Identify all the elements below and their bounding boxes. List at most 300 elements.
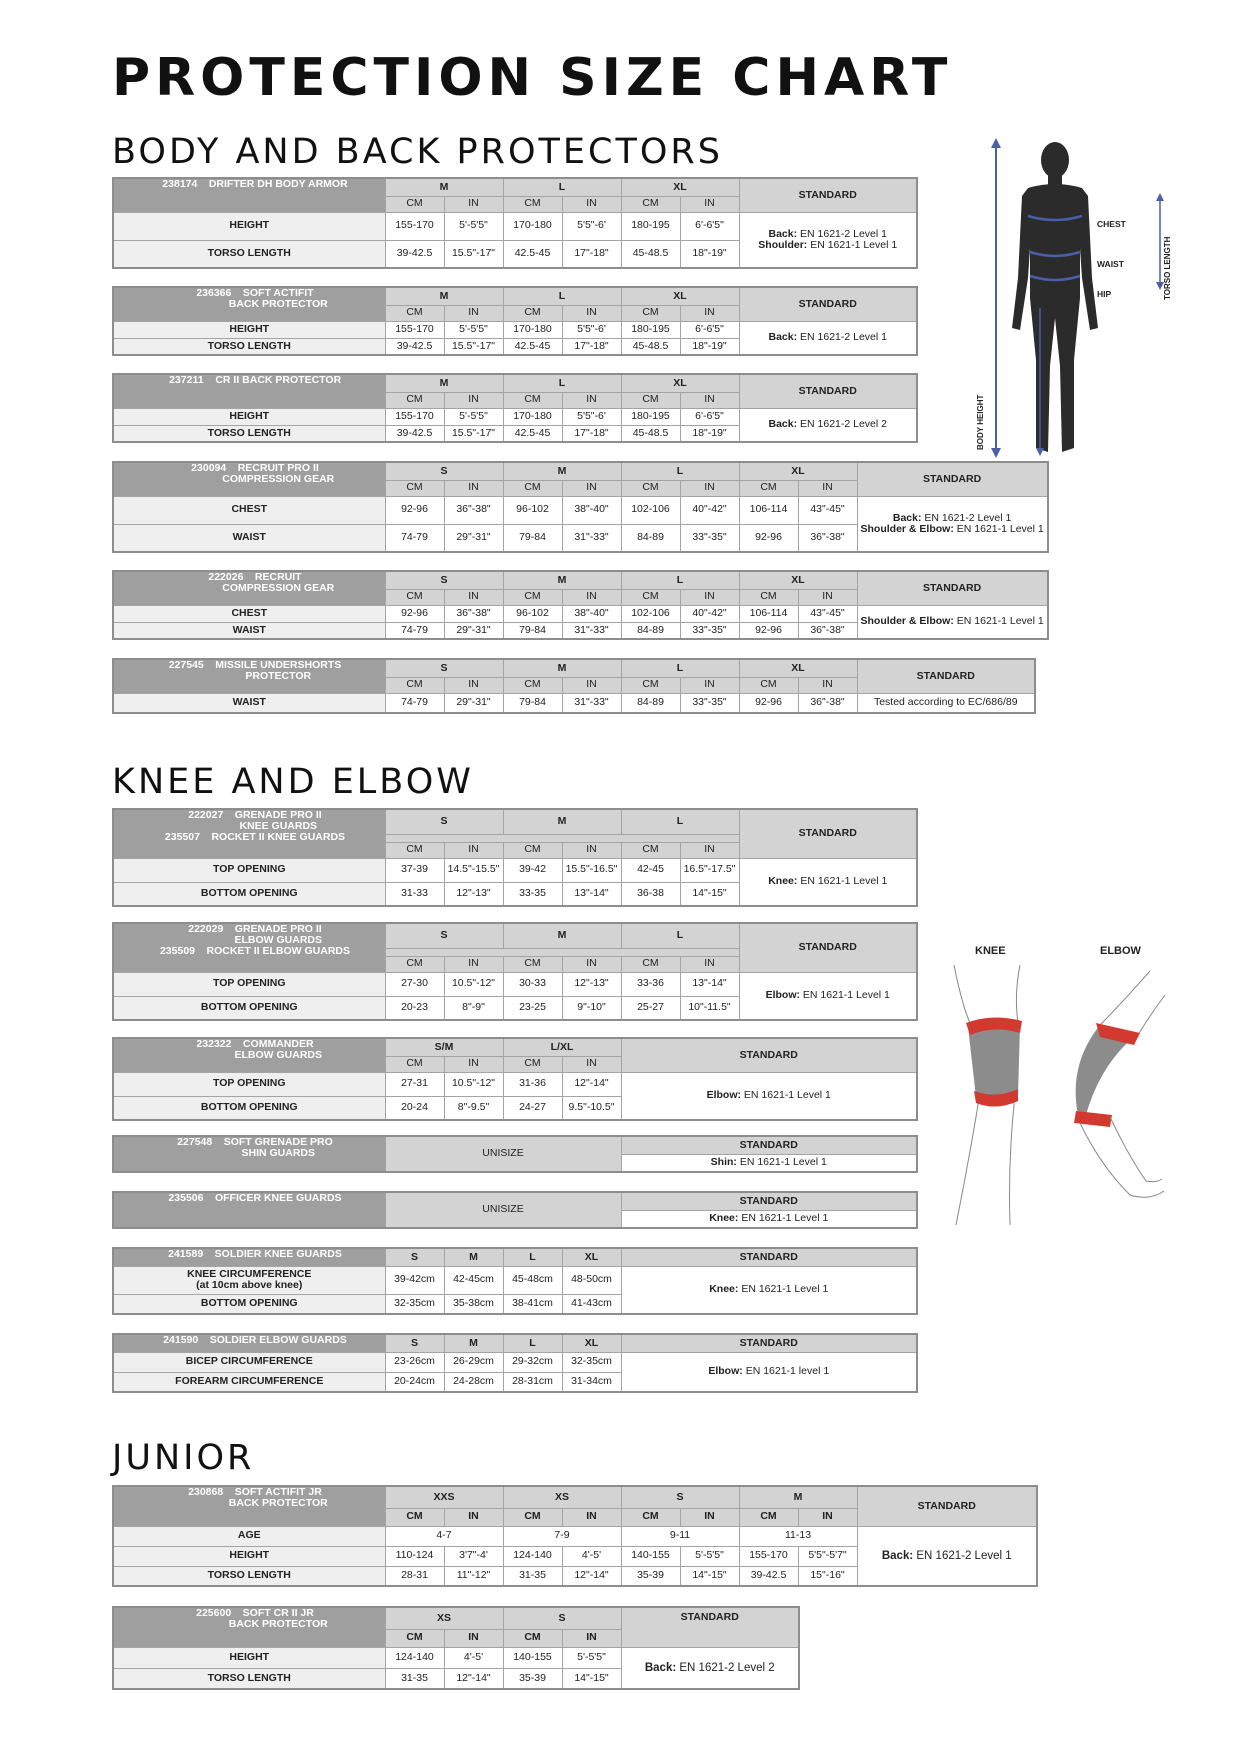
unit-in: IN xyxy=(562,842,621,858)
cell: 25-27 xyxy=(621,996,680,1020)
cell: 32-35cm xyxy=(385,1294,444,1314)
cell: 155-170 xyxy=(739,1546,798,1566)
size-table-238174 xyxy=(112,177,918,269)
unit-cm: CM xyxy=(385,956,444,972)
unit-cm: CM xyxy=(739,480,798,496)
cell: 9"-10" xyxy=(562,996,621,1020)
cell: 43"-45" xyxy=(798,605,857,622)
cell: 8"-9" xyxy=(444,996,503,1020)
unit-in: IN xyxy=(444,305,503,321)
cell: 110-124 xyxy=(385,1546,444,1566)
cell: 35-38cm xyxy=(444,1294,503,1314)
cell: 36"-38" xyxy=(798,622,857,639)
cell: 4-7 xyxy=(385,1526,503,1546)
cell: 35-39 xyxy=(503,1668,562,1689)
cell: 38-41cm xyxy=(503,1294,562,1314)
cell: 29-32cm xyxy=(503,1352,562,1372)
product-name: 222027 GRENADE PRO II KNEE GUARDS 235507 ROCKET II KNEE GUARDS xyxy=(113,809,385,858)
standard-value: Back: EN 1621-2 Level 1 xyxy=(857,1526,1037,1586)
row-label-waist: WAIST xyxy=(113,622,385,639)
size-header: S xyxy=(385,1334,444,1352)
cell: 11-13 xyxy=(739,1526,857,1546)
standard-header: STANDARD xyxy=(621,1136,917,1154)
cell: 5'-5'5" xyxy=(444,321,503,338)
unit-in: IN xyxy=(798,1508,857,1526)
cell: 96-102 xyxy=(503,605,562,622)
unit-cm: CM xyxy=(503,589,562,605)
cell: 18"-19" xyxy=(680,425,739,442)
cell: 5'5"-6' xyxy=(562,212,621,240)
body-height-arrow-icon xyxy=(991,138,1001,458)
cell: 12"-13" xyxy=(444,882,503,906)
product-name: 230868 SOFT ACTIFIT JR BACK PROTECTOR xyxy=(113,1486,385,1526)
cell: 74-79 xyxy=(385,524,444,552)
unit-in: IN xyxy=(798,589,857,605)
row-label-height: HEIGHT xyxy=(113,408,385,425)
row-label-torso-length: TORSO LENGTH xyxy=(113,1668,385,1689)
size-table-222026 xyxy=(112,570,1049,640)
cell: 29"-31" xyxy=(444,693,503,713)
size-header: S xyxy=(385,923,503,948)
unit-cm: CM xyxy=(621,956,680,972)
product-name: 232322 COMMANDER ELBOW GUARDS xyxy=(113,1038,385,1072)
product-name: 227548 SOFT GRENADE PRO SHIN GUARDS xyxy=(113,1136,385,1172)
size-header: M xyxy=(444,1334,503,1352)
cell: 18"-19" xyxy=(680,240,739,268)
cell: 5'-5'5" xyxy=(444,212,503,240)
cell: 17"-18" xyxy=(562,425,621,442)
cell: 6'-6'5" xyxy=(680,212,739,240)
cell: 124-140 xyxy=(503,1546,562,1566)
cell: 170-180 xyxy=(503,408,562,425)
size-header: M xyxy=(739,1486,857,1508)
cell: 33-36 xyxy=(621,972,680,996)
standard-header: STANDARD xyxy=(739,809,917,858)
row-label-chest: CHEST xyxy=(113,605,385,622)
unit-in: IN xyxy=(562,1056,621,1072)
cell: 9-11 xyxy=(621,1526,739,1546)
size-header: S/M xyxy=(385,1038,503,1056)
standard-header: STANDARD xyxy=(739,923,917,972)
cell: 12"-14" xyxy=(562,1072,621,1096)
size-header: M xyxy=(503,571,621,589)
cell: 36"-38" xyxy=(444,496,503,524)
cell: 31-35 xyxy=(503,1566,562,1586)
cell: 92-96 xyxy=(739,693,798,713)
cell: 180-195 xyxy=(621,212,680,240)
cell: 74-79 xyxy=(385,693,444,713)
row-label-torso-length: TORSO LENGTH xyxy=(113,240,385,268)
cell: 36-38 xyxy=(621,882,680,906)
cell: 12"-13" xyxy=(562,972,621,996)
cell: 18"-19" xyxy=(680,338,739,355)
product-name: 235506 OFFICER KNEE GUARDS xyxy=(113,1192,385,1228)
unit-in: IN xyxy=(680,677,739,693)
standard-header: STANDARD xyxy=(857,1486,1037,1526)
cell: 20-23 xyxy=(385,996,444,1020)
standard-value: Shin: EN 1621-1 Level 1 xyxy=(621,1154,917,1172)
cell: 17"-18" xyxy=(562,338,621,355)
unit-in: IN xyxy=(444,196,503,212)
row-label-top-opening: TOP OPENING xyxy=(113,1072,385,1096)
cell: 13"-14" xyxy=(562,882,621,906)
unit-in: IN xyxy=(562,956,621,972)
cell: 5'-5'5" xyxy=(680,1546,739,1566)
row-label-bottom-opening: BOTTOM OPENING xyxy=(113,882,385,906)
size-header: XL xyxy=(562,1334,621,1352)
unit-in: IN xyxy=(680,1508,739,1526)
unit-in: IN xyxy=(444,392,503,408)
unit-in: IN xyxy=(562,1508,621,1526)
cell: 6'-6'5" xyxy=(680,408,739,425)
cell: 5'5"-5'7" xyxy=(798,1546,857,1566)
cell: 41-43cm xyxy=(562,1294,621,1314)
unit-in: IN xyxy=(798,480,857,496)
figure-label-body-height: BODY HEIGHT xyxy=(976,394,985,450)
row-label-age: AGE xyxy=(113,1526,385,1546)
cell: 30-33 xyxy=(503,972,562,996)
unit-in: IN xyxy=(562,1629,621,1647)
standard-header: STANDARD xyxy=(621,1248,917,1266)
figure-label-hip: HIP xyxy=(1097,289,1112,299)
standard-header: STANDARD xyxy=(857,462,1048,496)
standard-value: Elbow: EN 1621-1 Level 1 xyxy=(739,972,917,1020)
size-table-236366 xyxy=(112,286,918,356)
size-header: M xyxy=(503,923,621,948)
cell: 32-35cm xyxy=(562,1352,621,1372)
cell: 14"-15" xyxy=(562,1668,621,1689)
size-table-241589 xyxy=(112,1247,918,1315)
size-header: XL xyxy=(739,462,857,480)
standard-header: STANDARD xyxy=(739,374,917,408)
unit-in: IN xyxy=(680,956,739,972)
unit-cm: CM xyxy=(503,842,562,858)
cell: 16.5"-17.5" xyxy=(680,858,739,882)
size-header: L xyxy=(621,809,739,834)
size-header: S xyxy=(385,809,503,834)
cell: 15.5"-17" xyxy=(444,338,503,355)
unit-cm: CM xyxy=(503,956,562,972)
cell: 3'7"-4' xyxy=(444,1546,503,1566)
section-title-junior: JUNIOR xyxy=(112,1438,255,1478)
cell: 155-170 xyxy=(385,408,444,425)
header-spacer xyxy=(385,834,739,842)
cell: 40"-42" xyxy=(680,605,739,622)
product-name: 237211 CR II BACK PROTECTOR xyxy=(113,374,385,408)
size-table-230094 xyxy=(112,461,1049,553)
unit-cm: CM xyxy=(385,196,444,212)
size-header: M xyxy=(385,178,503,196)
standard-value: Elbow: EN 1621-1 Level 1 xyxy=(621,1072,917,1120)
cell: 31"-33" xyxy=(562,693,621,713)
cell: 43"-45" xyxy=(798,496,857,524)
cell: 12"-14" xyxy=(562,1566,621,1586)
size-header: XL xyxy=(739,571,857,589)
cell: 8"-9.5" xyxy=(444,1096,503,1120)
size-header: S xyxy=(385,659,503,677)
standard-value: Elbow: EN 1621-1 level 1 xyxy=(621,1352,917,1392)
standard-value: Back: EN 1621-2 Level 1 xyxy=(739,321,917,355)
cell: 36"-38" xyxy=(444,605,503,622)
cell: 28-31cm xyxy=(503,1372,562,1392)
unit-cm: CM xyxy=(621,589,680,605)
standard-value: Tested according to EC/686/89 xyxy=(857,693,1035,713)
cell: 31-34cm xyxy=(562,1372,621,1392)
row-label-torso-length: TORSO LENGTH xyxy=(113,425,385,442)
cell: 20-24cm xyxy=(385,1372,444,1392)
standard-value: Knee: EN 1621-1 Level 1 xyxy=(621,1210,917,1228)
unit-in: IN xyxy=(444,842,503,858)
unit-in: IN xyxy=(680,392,739,408)
cell: 106-114 xyxy=(739,496,798,524)
cell: 180-195 xyxy=(621,321,680,338)
unit-in: IN xyxy=(680,842,739,858)
unit-in: IN xyxy=(562,196,621,212)
cell: 5'5"-6' xyxy=(562,321,621,338)
unit-cm: CM xyxy=(621,480,680,496)
knee-elbow-figure xyxy=(950,965,1170,1235)
cell: 31-33 xyxy=(385,882,444,906)
unit-in: IN xyxy=(562,305,621,321)
cell: 170-180 xyxy=(503,212,562,240)
cell: 92-96 xyxy=(385,496,444,524)
size-table-232322 xyxy=(112,1037,918,1121)
standard-value: Back: EN 1621-2 Level 2 xyxy=(739,408,917,442)
size-table-227548 xyxy=(112,1135,918,1173)
unit-cm: CM xyxy=(385,392,444,408)
unit-cm: CM xyxy=(739,1508,798,1526)
cell: 42-45cm xyxy=(444,1266,503,1294)
cell: 84-89 xyxy=(621,622,680,639)
cell: 26-29cm xyxy=(444,1352,503,1372)
cell: 20-24 xyxy=(385,1096,444,1120)
unit-cm: CM xyxy=(385,1629,444,1647)
unit-in: IN xyxy=(680,196,739,212)
row-label-bottom-opening: BOTTOM OPENING xyxy=(113,996,385,1020)
unit-cm: CM xyxy=(503,480,562,496)
cell: 96-102 xyxy=(503,496,562,524)
product-name: 227545 MISSILE UNDERSHORTS PROTECTOR xyxy=(113,659,385,693)
unit-cm: CM xyxy=(385,842,444,858)
size-header: S xyxy=(385,462,503,480)
size-table-230868 xyxy=(112,1485,1038,1587)
row-label-forearm-circumference: FOREARM CIRCUMFERENCE xyxy=(113,1372,385,1392)
unit-in: IN xyxy=(444,1056,503,1072)
cell: 92-96 xyxy=(385,605,444,622)
cell: 140-155 xyxy=(621,1546,680,1566)
cell: 14"-15" xyxy=(680,882,739,906)
header-spacer xyxy=(385,948,739,956)
cell: 39-42 xyxy=(503,858,562,882)
size-header: S xyxy=(621,1486,739,1508)
cell: 23-25 xyxy=(503,996,562,1020)
standard-value: Knee: EN 1621-1 Level 1 xyxy=(739,858,917,906)
cell: 92-96 xyxy=(739,524,798,552)
size-header: L xyxy=(503,1334,562,1352)
cell: 45-48cm xyxy=(503,1266,562,1294)
unit-in: IN xyxy=(680,589,739,605)
cell: 39-42.5 xyxy=(385,338,444,355)
unit-cm: CM xyxy=(503,196,562,212)
unit-in: IN xyxy=(680,305,739,321)
size-header: L xyxy=(621,462,739,480)
unit-cm: CM xyxy=(385,480,444,496)
size-header: XXS xyxy=(385,1486,503,1508)
cell: 84-89 xyxy=(621,693,680,713)
cell: 140-155 xyxy=(503,1647,562,1668)
unisize-cell: UNISIZE xyxy=(385,1136,621,1172)
row-label-height: HEIGHT xyxy=(113,1647,385,1668)
cell: 42.5-45 xyxy=(503,240,562,268)
unit-cm: CM xyxy=(621,842,680,858)
row-label-top-opening: TOP OPENING xyxy=(113,972,385,996)
unit-in: IN xyxy=(680,480,739,496)
cell: 102-106 xyxy=(621,496,680,524)
size-table-225600 xyxy=(112,1606,800,1690)
cell: 102-106 xyxy=(621,605,680,622)
page-title: PROTECTION SIZE CHART xyxy=(112,48,953,108)
figure-label-elbow: ELBOW xyxy=(1100,945,1141,957)
product-name: 238174 DRIFTER DH BODY ARMOR xyxy=(113,178,385,212)
cell: 10"-11.5" xyxy=(680,996,739,1020)
cell: 24-27 xyxy=(503,1096,562,1120)
product-name: 225600 SOFT CR II JR BACK PROTECTOR xyxy=(113,1607,385,1647)
cell: 15.5"-17" xyxy=(444,240,503,268)
size-table-227545 xyxy=(112,658,1036,714)
cell: 79-84 xyxy=(503,524,562,552)
cell: 31-35 xyxy=(385,1668,444,1689)
cell: 15.5"-17" xyxy=(444,425,503,442)
cell: 42.5-45 xyxy=(503,338,562,355)
cell: 11"-12" xyxy=(444,1566,503,1586)
unit-cm: CM xyxy=(739,677,798,693)
cell: 31"-33" xyxy=(562,622,621,639)
cell: 170-180 xyxy=(503,321,562,338)
cell: 79-84 xyxy=(503,693,562,713)
cell: 15.5"-16.5" xyxy=(562,858,621,882)
size-header: L xyxy=(503,374,621,392)
standard-value: Back: EN 1621-2 Level 1 Shoulder & Elbow: EN 1621-1 Level 1 xyxy=(857,496,1048,552)
size-header: L xyxy=(621,571,739,589)
unit-cm: CM xyxy=(621,1508,680,1526)
cell: 33"-35" xyxy=(680,622,739,639)
cell: 6'-6'5" xyxy=(680,321,739,338)
standard-value: Back: EN 1621-2 Level 1 Shoulder: EN 1621-1 Level 1 xyxy=(739,212,917,268)
size-header: XL xyxy=(621,178,739,196)
row-label-waist: WAIST xyxy=(113,693,385,713)
unit-in: IN xyxy=(562,677,621,693)
cell: 74-79 xyxy=(385,622,444,639)
cell: 38"-40" xyxy=(562,605,621,622)
unit-in: IN xyxy=(798,677,857,693)
size-header: L xyxy=(503,178,621,196)
cell: 37-39 xyxy=(385,858,444,882)
unit-cm: CM xyxy=(621,305,680,321)
unit-in: IN xyxy=(562,589,621,605)
elbow-guard-illustration xyxy=(1074,971,1165,1197)
cell: 27-30 xyxy=(385,972,444,996)
figure-label-torso-length: TORSO LENGTH xyxy=(1163,236,1172,300)
product-name: 222029 GRENADE PRO II ELBOW GUARDS 235509 ROCKET II ELBOW GUARDS xyxy=(113,923,385,972)
standard-header: STANDARD xyxy=(739,178,917,212)
size-header: XL xyxy=(621,287,739,305)
size-table-222027 xyxy=(112,808,918,907)
row-label-bottom-opening: BOTTOM OPENING xyxy=(113,1096,385,1120)
product-name: 222026 RECRUIT COMPRESSION GEAR xyxy=(113,571,385,605)
size-header: S xyxy=(385,1248,444,1266)
row-label-waist: WAIST xyxy=(113,524,385,552)
cell: 84-89 xyxy=(621,524,680,552)
cell: 124-140 xyxy=(385,1647,444,1668)
standard-header: STANDARD xyxy=(621,1607,799,1647)
product-name: 241589 SOLDIER KNEE GUARDS xyxy=(113,1248,385,1266)
cell: 28-31 xyxy=(385,1566,444,1586)
size-header: M xyxy=(503,462,621,480)
product-name: 230094 RECRUIT PRO II COMPRESSION GEAR xyxy=(113,462,385,496)
row-label-torso-length: TORSO LENGTH xyxy=(113,338,385,355)
unit-cm: CM xyxy=(739,589,798,605)
cell: 79-84 xyxy=(503,622,562,639)
cell: 4'-5' xyxy=(444,1647,503,1668)
cell: 42.5-45 xyxy=(503,425,562,442)
cell: 14.5"-15.5" xyxy=(444,858,503,882)
cell: 31"-33" xyxy=(562,524,621,552)
cell: 39-42.5 xyxy=(385,240,444,268)
unit-cm: CM xyxy=(385,1508,444,1526)
standard-value: Shoulder & Elbow: EN 1621-1 Level 1 xyxy=(857,605,1048,639)
size-header: M xyxy=(503,659,621,677)
cell: 48-50cm xyxy=(562,1266,621,1294)
standard-header: STANDARD xyxy=(857,571,1048,605)
cell: 33-35 xyxy=(503,882,562,906)
section-title-knee-elbow: KNEE AND ELBOW xyxy=(112,762,474,802)
cell: 10.5"-12" xyxy=(444,1072,503,1096)
unit-cm: CM xyxy=(385,305,444,321)
unit-cm: CM xyxy=(621,196,680,212)
knee-guard-illustration xyxy=(954,965,1022,1225)
unit-cm: CM xyxy=(503,1508,562,1526)
size-header: XL xyxy=(621,374,739,392)
cell: 5'5"-6' xyxy=(562,408,621,425)
body-measurement-figure xyxy=(970,138,1175,458)
cell: 12"-14" xyxy=(444,1668,503,1689)
unit-cm: CM xyxy=(503,305,562,321)
size-table-222029 xyxy=(112,922,918,1021)
cell: 13"-14" xyxy=(680,972,739,996)
row-label-bicep-circumference: BICEP CIRCUMFERENCE xyxy=(113,1352,385,1372)
figure-label-chest: CHEST xyxy=(1097,219,1126,229)
cell: 33"-35" xyxy=(680,524,739,552)
standard-header: STANDARD xyxy=(857,659,1035,693)
cell: 29"-31" xyxy=(444,524,503,552)
unit-cm: CM xyxy=(385,677,444,693)
cell: 14"-15" xyxy=(680,1566,739,1586)
cell: 24-28cm xyxy=(444,1372,503,1392)
cell: 39-42.5 xyxy=(739,1566,798,1586)
row-label-chest: CHEST xyxy=(113,496,385,524)
cell: 106-114 xyxy=(739,605,798,622)
cell: 4'-5' xyxy=(562,1546,621,1566)
cell: 92-96 xyxy=(739,622,798,639)
unit-in: IN xyxy=(444,480,503,496)
unit-in: IN xyxy=(444,1629,503,1647)
cell: 35-39 xyxy=(621,1566,680,1586)
cell: 17"-18" xyxy=(562,240,621,268)
cell: 36"-38" xyxy=(798,693,857,713)
cell: 31-36 xyxy=(503,1072,562,1096)
standard-header: STANDARD xyxy=(621,1038,917,1072)
size-header: M xyxy=(503,809,621,834)
